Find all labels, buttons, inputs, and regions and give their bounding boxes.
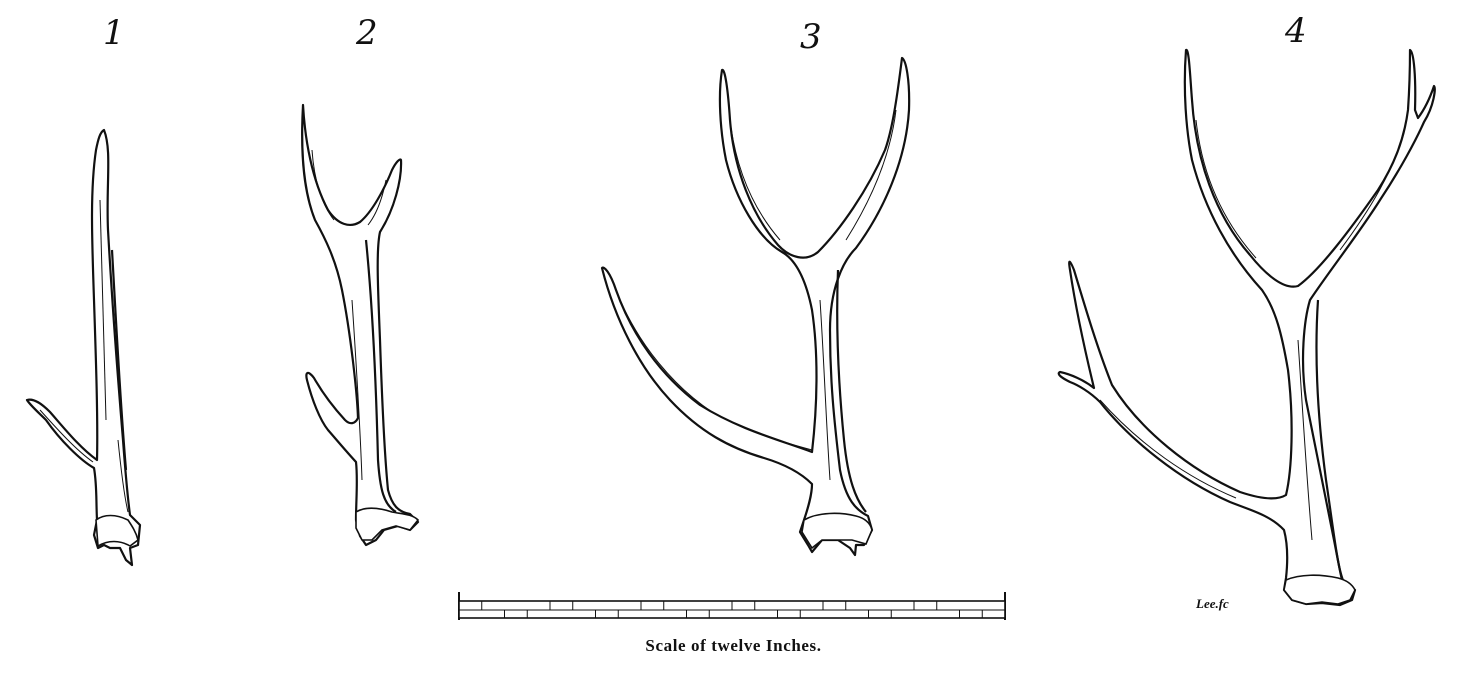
antler-3-icon <box>602 58 909 555</box>
antler-4-icon <box>1059 50 1435 605</box>
antler-2-icon <box>302 105 418 545</box>
scale-caption: Scale of twelve Inches. <box>645 636 822 655</box>
figure-number-2: 2 <box>356 13 378 53</box>
figure-number-1: 1 <box>103 13 125 53</box>
engraver-signature: Lee.fc <box>1196 596 1229 611</box>
antler-1-icon <box>27 130 140 565</box>
figure-number-4: 4 <box>1285 11 1307 51</box>
figure-number-3: 3 <box>800 17 822 57</box>
